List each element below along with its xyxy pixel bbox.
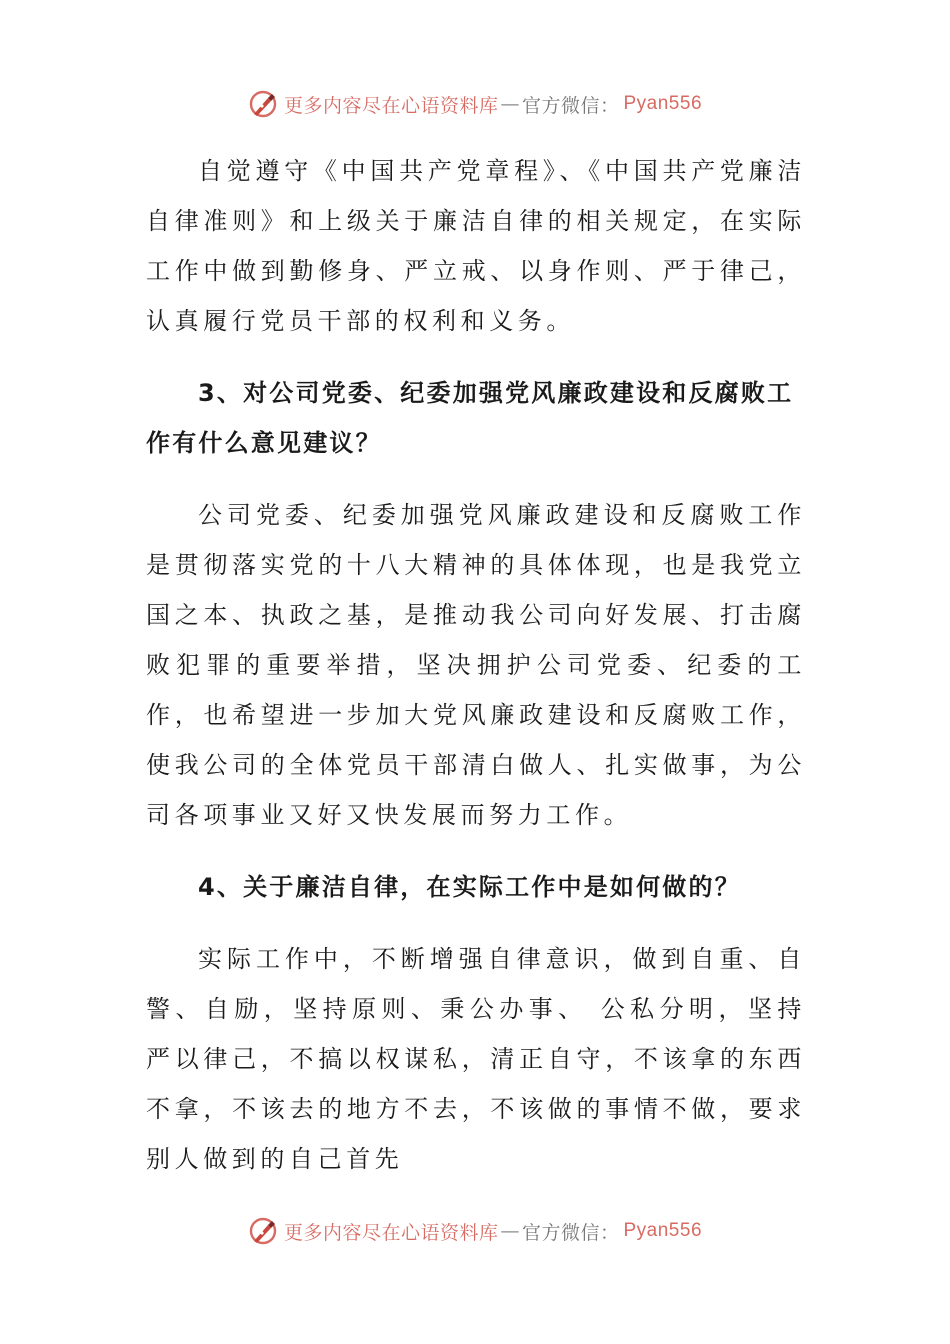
footer-banner [0,1211,950,1251]
banner-site-text: 更多内容尽在心语资料库 [283,94,499,117]
banner-site-text: 更多内容尽在心语资料库 [283,1221,499,1244]
paragraph-answer-3: 公司党委、纪委加强党风廉政建设和反腐败工作是贯彻落实党的十八大精神的具体体现，也是我党立国之本、执政之基，是推动我公司向好发展、打击腐败犯罪的重要举措，坚决拥护公司党委、纪委的工作，也希望进一步加大党风廉政建设和反腐败工作，使我公司的全体党员干部清白做人、扎实做事，为公司各项事业又好又快发展而努力工作。 [146,501,806,829]
question-heading-4: 4、关于廉洁自律，在实际工作中是如何做的？ [198,873,741,901]
paragraph-answer-4: 实际工作中，不断增强自律意识，做到自重、自警、自励，坚持原则、秉公办事、 公私分明，坚持严以律己，不搞以权谋私，清正自守，不该拿的东西不拿，不该去的地方不去，不该做的事情不做，要求别人做到的自己首先 [146,945,806,1173]
pen-circle-logo-icon [248,89,278,119]
banner-wechat-label: 官方微信： [521,94,620,117]
question-heading-3: 3、对公司党委、纪委加强党风廉政建设和反腐败工作有什么意见建议？ [146,379,794,457]
banner-wechat-id: Pyan556 [623,93,703,114]
header-banner [0,84,950,124]
banner-separator: — [500,93,520,115]
banner-wechat-label: 官方微信： [521,1221,620,1244]
document-body [146,146,806,1184]
paragraph-self-discipline: 自觉遵守《中国共产党章程》、《中国共产党廉洁自律准则》和上级关于廉洁自律的相关规定，在实际工作中做到勤修身、严立戒、以身作则、严于律己，认真履行党员干部的权利和义务。 [146,157,806,335]
pen-circle-logo-icon [248,1216,278,1246]
banner-separator: — [500,1220,520,1242]
banner-wechat-id: Pyan556 [623,1220,703,1241]
